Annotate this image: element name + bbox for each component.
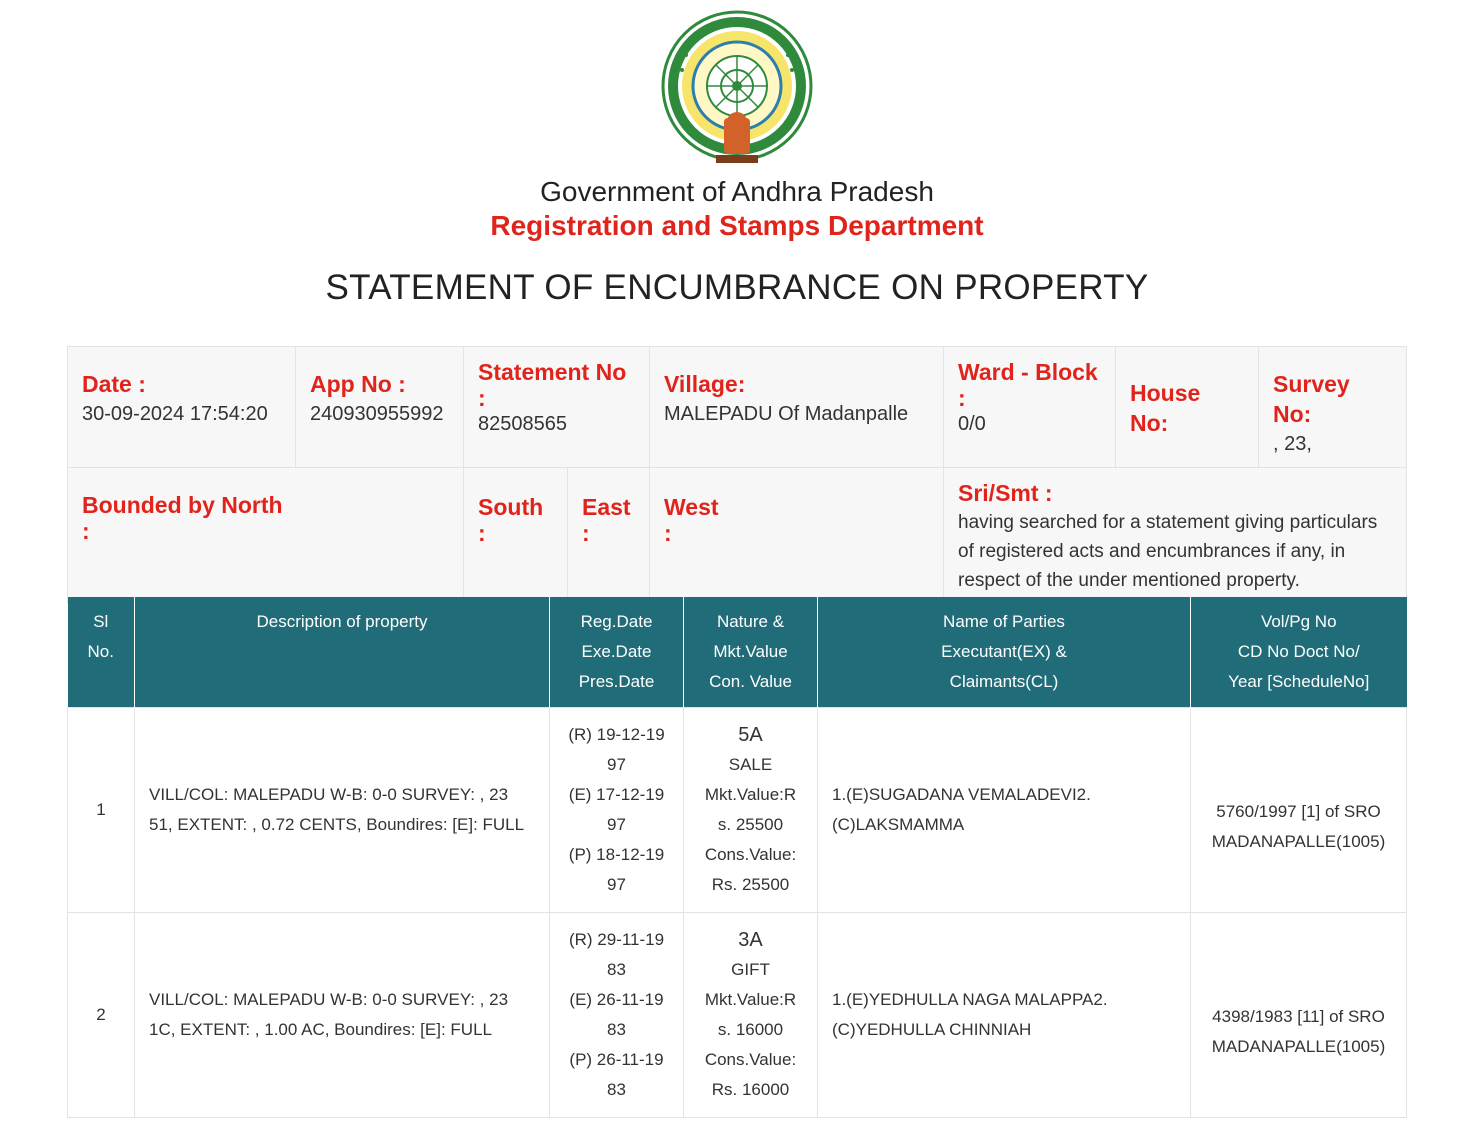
sri-smt-text: having searched for a statement giving particulars of registered acts and encumbrances if any, in respect of the under mentioned property. <box>958 512 1378 591</box>
header-dates: Reg.Date Exe.Date Pres.Date <box>550 597 684 708</box>
table-row <box>68 913 1407 1118</box>
row-dates: (R) 19-12-19 97 (E) 17-12-19 97 (P) 18-12-19 97 <box>550 708 684 913</box>
header-description: Description of property <box>135 597 550 708</box>
app-no-label: App No : <box>310 371 406 397</box>
row-nature: 5A SALE Mkt.Value:R s. 25500 Cons.Value: Rs. 25500 <box>684 708 818 913</box>
north-colon: : <box>82 518 90 544</box>
east-label: East <box>582 494 631 520</box>
row-vol-pg: 5760/1997 [1] of SRO MADANAPALLE(1005) <box>1191 708 1407 913</box>
ward-block-label: Ward - Block <box>958 359 1098 385</box>
table-row <box>68 708 1407 913</box>
east-cell <box>568 468 650 604</box>
statement-info-table <box>67 346 1407 604</box>
house-no-label: House No: <box>1130 380 1201 436</box>
survey-no-cell <box>1259 347 1407 468</box>
statement-no-label: Statement No <box>478 359 627 385</box>
sri-smt-label: Sri/Smt : <box>958 480 1053 506</box>
survey-no-value: , 23, <box>1273 433 1312 455</box>
south-label: South <box>478 494 544 520</box>
date-label: Date : <box>82 371 146 397</box>
row-parties: 1.(E)YEDHULLA NAGA MALAPPA2.(C)YEDHULLA CHINNIAH <box>818 913 1191 1118</box>
west-label: West <box>664 494 719 520</box>
header-vol-pg: Vol/Pg No CD No Doct No/ Year [ScheduleNo] <box>1191 597 1407 708</box>
date-cell <box>68 347 296 468</box>
statement-no-colon: : <box>478 385 486 411</box>
header-sl-no: Sl No. <box>68 597 135 708</box>
west-colon: : <box>664 520 672 546</box>
house-no-cell <box>1116 347 1259 468</box>
statement-no-value: 82508565 <box>478 413 567 435</box>
date-value: 30-09-2024 17:54:20 <box>82 403 268 425</box>
row-sl-no: 2 <box>68 913 135 1118</box>
government-name: Government of Andhra Pradesh <box>540 176 934 207</box>
header-nature: Nature & Mkt.Value Con. Value <box>684 597 818 708</box>
statement-no-cell <box>464 347 650 468</box>
app-no-cell <box>296 347 464 468</box>
row-dates: (R) 29-11-19 83 (E) 26-11-19 83 (P) 26-11-19 83 <box>550 913 684 1118</box>
row-sl-no: 1 <box>68 708 135 913</box>
table-header-row <box>68 597 1407 708</box>
ward-block-colon: : <box>958 385 966 411</box>
app-no-value: 240930955992 <box>310 403 444 425</box>
header-parties: Name of Parties Executant(EX) & Claimants(CL) <box>818 597 1191 708</box>
row-nature: 3A GIFT Mkt.Value:R s. 16000 Cons.Value: Rs. 16000 <box>684 913 818 1118</box>
encumbrance-table <box>67 597 1407 1118</box>
west-cell <box>650 468 944 604</box>
row-description: VILL/COL: MALEPADU W-B: 0-0 SURVEY: , 23 51, EXTENT: , 0.72 CENTS, Boundires: [E]: FULL <box>135 708 550 913</box>
row-vol-pg: 4398/1983 [11] of SRO MADANAPALLE(1005) <box>1191 913 1407 1118</box>
department-name: Registration and Stamps Department <box>490 210 984 241</box>
south-cell <box>464 468 568 604</box>
page-title: STATEMENT OF ENCUMBRANCE ON PROPERTY <box>325 268 1149 307</box>
info-row-2 <box>68 468 1407 604</box>
row-parties: 1.(E)SUGADANA VEMALADEVI2.(C)LAKSMAMMA <box>818 708 1191 913</box>
north-cell <box>68 468 464 604</box>
east-colon: : <box>582 520 590 546</box>
ward-block-cell <box>944 347 1116 468</box>
row-description: VILL/COL: MALEPADU W-B: 0-0 SURVEY: , 23 1C, EXTENT: , 1.00 AC, Boundires: [E]: FULL <box>135 913 550 1118</box>
village-cell <box>650 347 944 468</box>
village-value: MALEPADU Of Madanpalle <box>664 403 909 425</box>
sri-smt-cell <box>944 468 1407 604</box>
south-colon: : <box>478 520 486 546</box>
info-row-1 <box>68 347 1407 468</box>
state-emblem-icon <box>660 10 814 170</box>
village-label: Village: <box>664 371 746 397</box>
survey-no-label: Survey No: <box>1273 371 1350 427</box>
ward-block-value: 0/0 <box>958 413 986 435</box>
north-label: Bounded by North <box>82 492 283 518</box>
